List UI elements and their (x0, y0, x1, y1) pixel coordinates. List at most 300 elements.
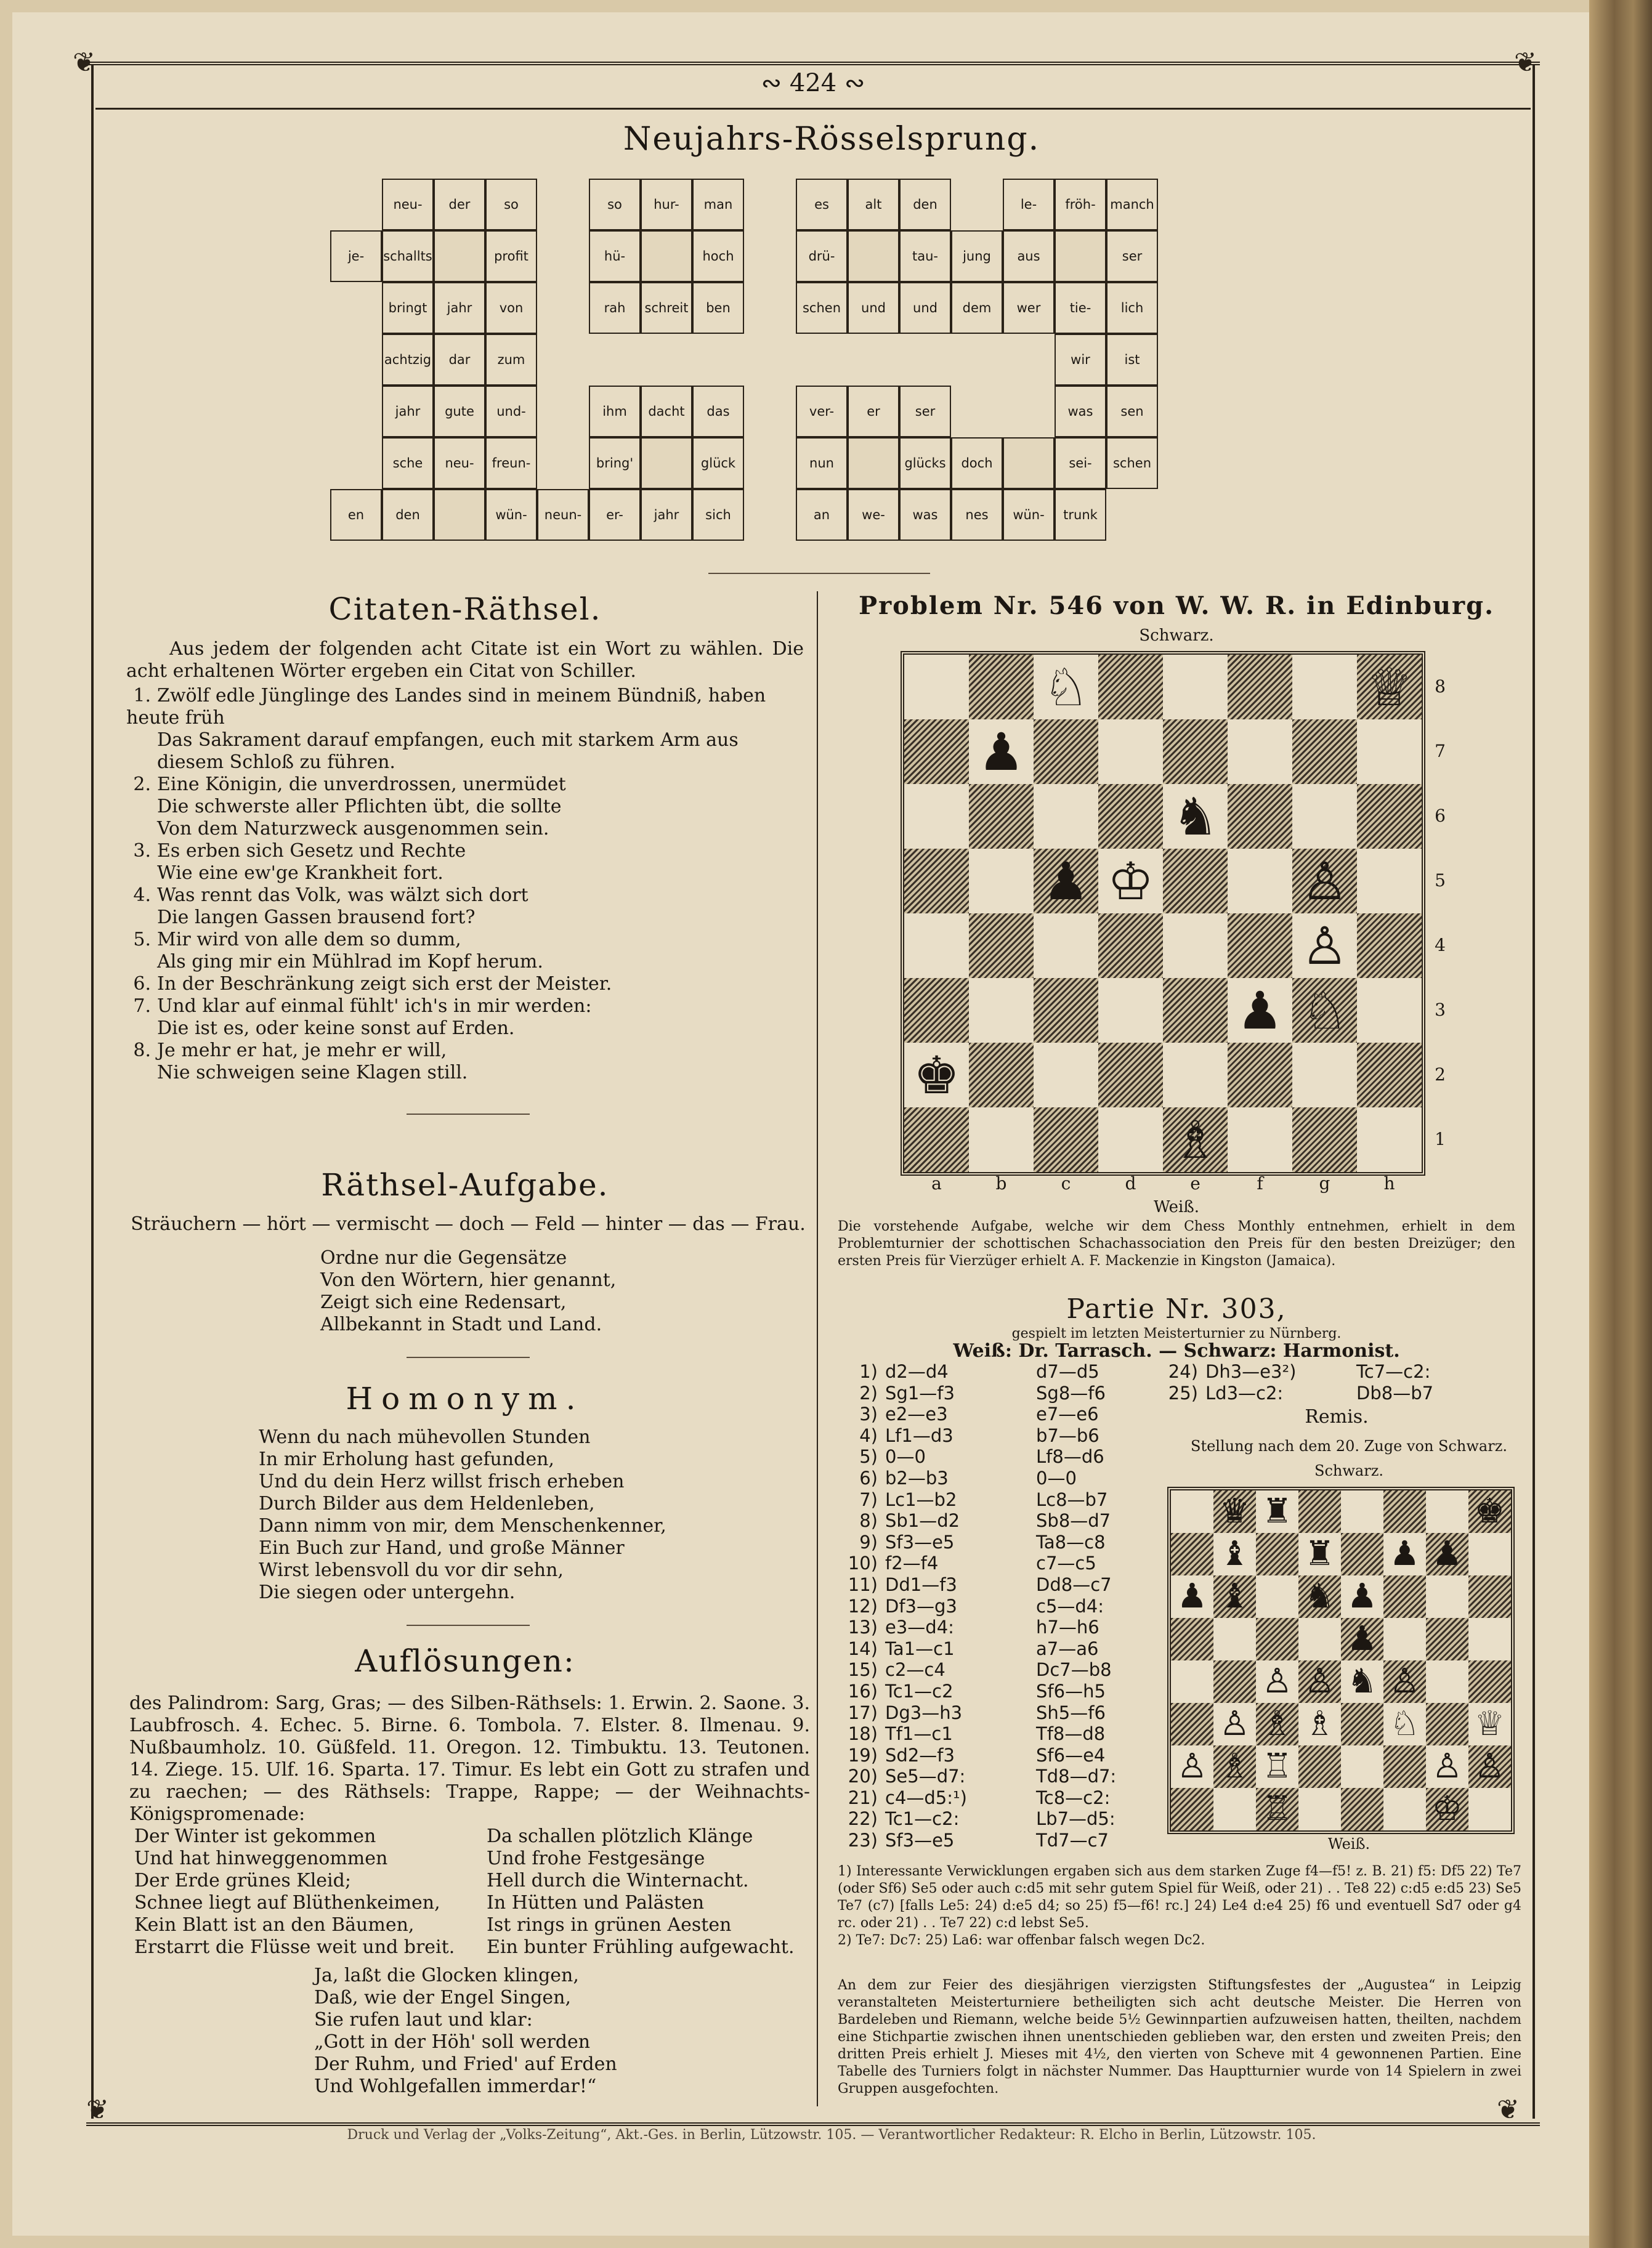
black-move: 0—0 (1036, 1467, 1077, 1489)
verse-line: Erstarrt die Flüsse weit und breit. (134, 1936, 455, 1958)
roesselsprung-blank-cell (848, 230, 899, 282)
citat-line (126, 907, 804, 929)
move-row (1155, 1361, 1480, 1383)
citat-text: Wie eine ew'ge Krankheit fort. (157, 862, 443, 884)
roesselsprung-blank-cell (1055, 230, 1106, 282)
move-row (835, 1830, 1159, 1851)
board-square (1171, 1490, 1213, 1533)
citat-line (126, 729, 804, 774)
problem-black-label: Schwarz. (1139, 626, 1214, 645)
divider (407, 1625, 530, 1626)
citat-line (126, 995, 804, 1017)
chess-piece-icon: ♗ (1219, 1746, 1250, 1786)
move-number: 13) (848, 1617, 878, 1638)
chess-piece-icon: ♙ (1389, 1661, 1420, 1701)
verse-line: Dann nimm von mir, dem Menschenkenner, (259, 1515, 666, 1537)
board-square (1034, 784, 1098, 849)
chess-piece-icon: ♟ (1389, 1534, 1420, 1574)
verse-line: Wenn du nach mühevollen Stunden (259, 1426, 591, 1448)
roesselsprung-cell: jahr (382, 386, 434, 437)
black-move: b7—b6 (1036, 1425, 1099, 1446)
column-rule (817, 591, 818, 2106)
roesselsprung-cell: hü- (589, 230, 641, 282)
chess-piece-icon: ♜ (1304, 1534, 1335, 1574)
citat-number: 8. (133, 1040, 151, 1061)
move-number: 24) (1168, 1361, 1198, 1382)
black-move: h7—h6 (1036, 1617, 1099, 1638)
board-square (1098, 1107, 1163, 1172)
citat-text: Die schwerste aller Pflichten übt, die sollte (157, 796, 562, 817)
roesselsprung-cell: en (330, 489, 382, 541)
board-square (1357, 784, 1422, 849)
verse-line: Von den Wörtern, hier genannt, (320, 1269, 617, 1291)
chess-piece-icon: ♝ (1219, 1576, 1250, 1616)
citat-line (126, 862, 804, 884)
roesselsprung-cell: man (692, 179, 744, 230)
problem-title: Problem Nr. 546 von W. W. R. in Edinburg. (859, 591, 1494, 620)
white-move: Tc1—c2 (885, 1680, 954, 1702)
roesselsprung-cell: doch (951, 437, 1003, 489)
board-square (1256, 1575, 1298, 1618)
roesselsprung-cell: bringt (382, 282, 434, 334)
verse-line: Der Erde grünes Kleid; (134, 1870, 351, 1891)
roesselsprung-cell: rah (589, 282, 641, 334)
verse-line: Sie rufen laut und klar: (314, 2009, 533, 2031)
board-square (1292, 1107, 1357, 1172)
board-square (1163, 978, 1228, 1043)
chess-piece-icon: ♘ (1301, 980, 1348, 1041)
roesselsprung-cell: es (796, 179, 848, 230)
verse-line: In mir Erholung hast gefunden, (259, 1449, 554, 1470)
board-square (1357, 913, 1422, 978)
rank-label: 3 (1435, 1000, 1446, 1020)
roesselsprung-cell: der (434, 179, 485, 230)
roesselsprung-cell: achtzig (382, 334, 434, 386)
board-square (1034, 913, 1098, 978)
rank-label: 8 (1435, 676, 1446, 697)
white-move: Sf3—e5 (885, 1531, 955, 1553)
board-square (1426, 1490, 1468, 1533)
move-row (835, 1808, 1159, 1830)
board-square (1357, 1043, 1422, 1107)
roesselsprung-cell: neu- (434, 437, 485, 489)
board-square (1341, 1703, 1383, 1745)
move-number: 20) (848, 1766, 878, 1787)
move-list-continued (1155, 1361, 1480, 1404)
roesselsprung-cell: den (899, 179, 951, 230)
citat-text: Was rennt das Volk, was wälzt sich dort (157, 884, 528, 906)
roesselsprung-cell: wer (1003, 282, 1055, 334)
partie-footnotes (838, 1863, 1521, 1949)
black-move: Sh5—f6 (1036, 1702, 1106, 1723)
board-square (1468, 1660, 1511, 1703)
move-row (835, 1383, 1159, 1404)
black-move: Td7—c7 (1036, 1830, 1109, 1851)
homonym-verse (259, 1426, 813, 1604)
black-move: Lf8—d6 (1036, 1446, 1104, 1468)
move-row (835, 1404, 1159, 1425)
corner-ornament-icon: ❦ (73, 47, 95, 78)
citat-number: 4. (133, 884, 151, 906)
roesselsprung-cell: und- (485, 386, 537, 437)
white-move: Lf1—d3 (885, 1425, 954, 1446)
board-square (1098, 719, 1163, 784)
roesselsprung-cell: neu- (382, 179, 434, 230)
white-move: e3—d4: (885, 1617, 954, 1638)
roesselsprung-cell: nun (796, 437, 848, 489)
verse-line: Und Wohlgefallen immerdar!“ (314, 2076, 597, 2097)
roesselsprung-cell: lich (1106, 282, 1158, 334)
verse-line: Kein Blatt ist an den Bäumen, (134, 1914, 415, 1936)
move-row (835, 1489, 1159, 1511)
verse-line: Und hat hinweggenommen (134, 1848, 388, 1869)
board-square (1357, 1107, 1422, 1172)
move-row (835, 1468, 1159, 1489)
board-square (1163, 655, 1228, 719)
roesselsprung-cell: jahr (434, 282, 485, 334)
citat-text: Die langen Gassen brausend fort? (157, 907, 476, 928)
chess-piece-icon: ♜ (1261, 1491, 1293, 1531)
roesselsprung-cell: ser (1106, 230, 1158, 282)
board-square (1426, 1575, 1468, 1618)
board-square (1357, 719, 1422, 784)
chess-piece-icon: ♙ (1474, 1746, 1505, 1786)
citat-text: Mir wird von alle dem so dumm, (157, 929, 461, 950)
rank-label: 1 (1435, 1129, 1446, 1149)
citat-text: Zwölf edle Jünglinge des Landes sind in meinem Bündniß, haben heute früh (126, 685, 766, 729)
citat-line (126, 1062, 804, 1084)
board-square (1171, 1533, 1213, 1575)
roesselsprung-cell: le- (1003, 179, 1055, 230)
board-square (1292, 1043, 1357, 1107)
board-square (1098, 913, 1163, 978)
chess-board-problem (901, 651, 1425, 1176)
board-square (1034, 1043, 1098, 1107)
white-move: Se5—d7: (885, 1766, 966, 1787)
black-move: Sf6—h5 (1036, 1680, 1106, 1702)
roesselsprung-blank-cell (434, 230, 485, 282)
board-square (1383, 1490, 1426, 1533)
move-number: 19) (848, 1744, 878, 1766)
move-number: 22) (848, 1808, 878, 1830)
board-square (969, 1107, 1034, 1172)
move-row (835, 1532, 1159, 1553)
board-square (904, 655, 969, 719)
move-row (835, 1638, 1159, 1660)
citat-number: 7. (133, 995, 151, 1017)
board-square (904, 849, 969, 913)
roesselsprung-cell: hur- (641, 179, 692, 230)
citaten-section (126, 638, 804, 1084)
homonym-title: Homonym. (346, 1381, 585, 1417)
board-square (1213, 1660, 1256, 1703)
file-label: d (1125, 1173, 1136, 1194)
citat-line (126, 685, 804, 729)
move-number: 16) (848, 1680, 878, 1702)
roesselsprung-cell: hoch (692, 230, 744, 282)
white-move: c2—c4 (885, 1659, 945, 1681)
board-square (904, 913, 969, 978)
black-move: c7—c5 (1036, 1553, 1096, 1574)
move-row (835, 1510, 1159, 1532)
aufloesungen-text: des Palindrom: Sarg, Gras; — des Silben-Räthsels: 1. Erwin. 2. Saone. 3. Laubfrosch. 4. Echec. 5. Birne. 6. Tombola. 7. Elster. 8. Ilmenau. 9. Nußbaumholz. 10. Güßfeld. 11. Oregon. 12. Timbuktu. 13. Teutonen. 14. Ziege. 15. Ulf. 16. Sparta. 17. Timur. Es lebt ein Gott zu strafen und zu raechen; — des Räthsels: Trappe, Rappe; — der Weihnachts-Königspromenade: (129, 1692, 810, 1825)
board-square (969, 784, 1034, 849)
aufgabe-title: Räthsel-Aufgabe. (321, 1167, 609, 1203)
board-square (1341, 1533, 1383, 1575)
partie-note: An dem zur Feier des diesjährigen vierzigsten Stiftungsfestes der „Augustea“ in Leipzig veranstalteten Meisterturniere betheiligten sich acht deutsche Meister. Die Herren von Bardeleben und Riemann, welche beide 5½ Gewinnpartien aufzuweisen hatten, theilten, nachdem eine Stichpartie zwischen ihnen unentschieden geblieben war, den ersten und zweiten Preis; den dritten Preis erhielt J. Mieses mit 4½, den vierten von Scheve mit 4 gewonnenen Partien. Eine Tabelle des Turniers folgt in nächster Nummer. Das Hauptturnier wurde von 14 Spielern in zwei Gruppen ausgefochten. (838, 1978, 1521, 2096)
chess-piece-icon: ♙ (1301, 915, 1348, 976)
chess-piece-icon: ♗ (1261, 1704, 1293, 1744)
verse-line: Und du dein Herz willst frisch erheben (259, 1471, 625, 1492)
roesselsprung-cell: schreit (641, 282, 692, 334)
board-square (1228, 1107, 1292, 1172)
move-row (835, 1766, 1159, 1787)
move-row (835, 1617, 1159, 1638)
board-square (1098, 1043, 1163, 1107)
board-square (1171, 1660, 1213, 1703)
move-number: 21) (848, 1787, 878, 1808)
verse-line: Da schallen plötzlich Klänge (487, 1825, 753, 1847)
black-move: Td8—d7: (1036, 1766, 1117, 1787)
verse-line: Und frohe Festgesänge (487, 1848, 705, 1869)
white-move: Tf1—c1 (885, 1723, 953, 1745)
roesselsprung-cell: wün- (485, 489, 537, 541)
board-square (1341, 1490, 1383, 1533)
board-square (904, 784, 969, 849)
citat-line (126, 796, 804, 818)
white-move: Dg3—h3 (885, 1702, 963, 1723)
board-square (1468, 1618, 1511, 1660)
move-row (835, 1425, 1159, 1447)
aufgabe-words: Sträuchern — hört — vermischt — doch — Feld — hinter — das — Frau. (131, 1213, 806, 1235)
file-label: f (1257, 1173, 1263, 1194)
citat-number: 5. (133, 929, 151, 950)
chess-piece-icon: ♗ (1172, 1109, 1219, 1170)
roesselsprung-cell: bring' (589, 437, 641, 489)
roesselsprung-cell: den (382, 489, 434, 541)
board-square (1468, 1788, 1511, 1830)
board-square (1034, 719, 1098, 784)
file-label: a (931, 1173, 942, 1194)
board-square (1213, 1788, 1256, 1830)
white-move: Dh3—e3²) (1205, 1361, 1297, 1382)
move-number: 2) (859, 1382, 878, 1404)
chess-piece-icon: ♔ (1431, 1789, 1463, 1829)
chess-piece-icon: ♞ (1346, 1661, 1378, 1701)
board-square (1292, 784, 1357, 849)
black-move: Lc8—b7 (1036, 1489, 1108, 1510)
partie-players: Weiß: Dr. Tarrasch. — Schwarz: Harmonist. (953, 1340, 1400, 1362)
black-move: Tc7—c2: (1356, 1361, 1431, 1382)
roesselsprung-cell: trunk (1055, 489, 1106, 541)
partie-title: Partie Nr. 303, (1066, 1293, 1287, 1325)
roesselsprung-cell: an (796, 489, 848, 541)
board-square (1383, 1745, 1426, 1788)
board-square (1228, 1043, 1292, 1107)
board-square (1228, 655, 1292, 719)
board-square (1098, 978, 1163, 1043)
citat-number: 2. (133, 774, 151, 795)
move-number: 23) (848, 1830, 878, 1851)
roesselsprung-cell: was (1055, 386, 1106, 437)
board-square (1163, 1043, 1228, 1107)
footnote: 2) Te7: Dc7: 25) La6: war offenbar falsch wegen Dc2. (838, 1933, 1205, 1948)
roesselsprung-cell: we- (848, 489, 899, 541)
verse-line: „Gott in der Höh' soll werden (314, 2031, 591, 2053)
move-number: 15) (848, 1659, 878, 1681)
board-square (1468, 1575, 1511, 1618)
roesselsprung-cell: gute (434, 386, 485, 437)
roesselsprung-cell: ben (692, 282, 744, 334)
board-square (969, 849, 1034, 913)
board-square (1357, 849, 1422, 913)
chess-piece-icon: ♛ (1219, 1491, 1250, 1531)
divider (407, 1114, 530, 1115)
imprint-footer: Druck und Verlag der „Volks-Zeitung“, Akt.-Ges. in Berlin, Lützowstr. 105. — Verantwortlicher Redakteur: R. Elcho in Berlin, Lützowstr. 105. (347, 2127, 1316, 2143)
white-move: c4—d5:¹) (885, 1787, 967, 1808)
roesselsprung-cell: schallts (382, 230, 434, 282)
aufloesungen-title: Auflösungen: (355, 1643, 575, 1679)
board-square (1098, 655, 1163, 719)
move-row (835, 1659, 1159, 1681)
chess-piece-icon: ♟ (1346, 1619, 1378, 1659)
roesselsprung-cell: jung (951, 230, 1003, 282)
verse-line: Schnee liegt auf Blüthenkeimen, (134, 1892, 440, 1914)
roesselsprung-blank-cell (848, 437, 899, 489)
board-square (1034, 978, 1098, 1043)
roesselsprung-cell: aus (1003, 230, 1055, 282)
roesselsprung-cell: glücks (899, 437, 951, 489)
black-move: d7—d5 (1036, 1361, 1099, 1382)
partie-subtitle: gespielt im letzten Meisterturnier zu Nürnberg. (1011, 1326, 1342, 1341)
white-move: Sf3—e5 (885, 1830, 955, 1851)
board-square (1171, 1703, 1213, 1745)
white-move: Ta1—c1 (885, 1638, 955, 1659)
board-square (1171, 1788, 1213, 1830)
board-square (969, 978, 1034, 1043)
white-move: e2—e3 (885, 1404, 948, 1425)
roesselsprung-cell: und (899, 282, 951, 334)
citat-number: 1. (133, 685, 151, 706)
file-label: h (1383, 1173, 1395, 1194)
roesselsprung-cell: nes (951, 489, 1003, 541)
roesselsprung-cell: dacht (641, 386, 692, 437)
move-number: 5) (859, 1446, 878, 1468)
citat-line (126, 818, 804, 840)
verse-line: Zeigt sich eine Redensart, (320, 1292, 567, 1313)
roesselsprung-cell: ihm (589, 386, 641, 437)
roesselsprung-blank-cell (641, 230, 692, 282)
citat-line (126, 1017, 804, 1040)
roesselsprung-cell: zum (485, 334, 537, 386)
chess-piece-icon: ♟ (1431, 1534, 1463, 1574)
chess-piece-icon: ♙ (1301, 851, 1348, 912)
white-move: f2—f4 (885, 1553, 939, 1574)
white-move: Ld3—c2: (1205, 1382, 1284, 1404)
board-square (1298, 1490, 1341, 1533)
citat-line (126, 840, 804, 862)
citat-line (126, 929, 804, 951)
board-square (1298, 1618, 1341, 1660)
move-number: 10) (848, 1553, 878, 1574)
roesselsprung-cell: sei- (1055, 437, 1106, 489)
file-label: b (995, 1173, 1007, 1194)
roesselsprung-blank-cell (434, 489, 485, 541)
move-number: 8) (859, 1510, 878, 1532)
move-row (835, 1745, 1159, 1766)
board-square (1426, 1618, 1468, 1660)
roesselsprung-cell: je- (330, 230, 382, 282)
white-move: Dd1—f3 (885, 1574, 957, 1595)
board-square (1228, 849, 1292, 913)
white-move: Lc1—b2 (885, 1489, 957, 1510)
verse-line: Ordne nur die Gegensätze (320, 1247, 567, 1269)
board-square (1098, 784, 1163, 849)
verse-line: Der Winter ist gekommen (134, 1825, 376, 1847)
move-number: 9) (859, 1531, 878, 1553)
verse-line: Ein Buch zur Hand, und große Männer (259, 1537, 625, 1559)
verse-line: Daß, wie der Engel Singen, (314, 1987, 572, 2008)
aufloesungen-verse-end (314, 1965, 782, 2098)
move-number: 17) (848, 1702, 878, 1723)
board-square (1228, 719, 1292, 784)
chess-piece-icon: ♕ (1474, 1704, 1505, 1744)
chess-piece-icon: ♟ (1236, 980, 1284, 1041)
file-label: g (1319, 1173, 1330, 1194)
roesselsprung-cell: sen (1106, 386, 1158, 437)
file-label: c (1061, 1173, 1071, 1194)
move-row (1155, 1383, 1480, 1404)
black-move: Tf8—d8 (1036, 1723, 1106, 1745)
roesselsprung-cell: fröh- (1055, 179, 1106, 230)
board-square (1298, 1745, 1341, 1788)
black-move: Ta8—c8 (1036, 1531, 1106, 1553)
citat-line (126, 1040, 804, 1062)
move-number: 12) (848, 1595, 878, 1617)
roesselsprung-cell: schen (796, 282, 848, 334)
move-number: 18) (848, 1723, 878, 1745)
move-row (835, 1446, 1159, 1468)
flourish-icon: ∾ (761, 69, 790, 97)
citat-line (126, 951, 804, 973)
footnote: 1) Interessante Verwicklungen ergaben sich aus dem starken Zuge f4—f5! z. B. 21) f5: Df5 22) Te7 (oder Sf6) Se5 oder auch c:d5 mit sehr gutem Spiel für Weiß, oder 21) . . Te8 22) c:d5 e:d5 23) Se5 Te7 (c7) [falls Le5: 24) d:e5 d4; so 25) f5—f6! rc.] 24) Le4 d:e4 25) f6 und eventuell Sd7 oder g4 rc. oder 21) . . Te7 22) c:d lebst Se5. (838, 1864, 1521, 1931)
citaten-intro: Aus jedem der folgenden acht Citate ist ein Wort zu wählen. Die acht erhaltenen Wörter ergeben ein Citat von Schiller. (126, 638, 804, 682)
chess-board-position (1167, 1487, 1515, 1834)
position-white-label: Weiß. (1327, 1835, 1371, 1853)
black-move: a7—a6 (1036, 1638, 1099, 1659)
partie-result: Remis. (1305, 1406, 1369, 1428)
roesselsprung-cell: tau- (899, 230, 951, 282)
verse-line: Die siegen oder untergehn. (259, 1582, 516, 1603)
chess-piece-icon: ♟ (1346, 1576, 1378, 1616)
roesselsprung-cell: ser (899, 386, 951, 437)
roesselsprung-cell: er (848, 386, 899, 437)
board-square (969, 1043, 1034, 1107)
board-square (904, 1107, 969, 1172)
chess-piece-icon: ♞ (1304, 1576, 1335, 1616)
verse-line: Wirst lebensvoll du vor dir sehn, (259, 1559, 564, 1581)
citat-text: Und klar auf einmal fühlt' ich's in mir werden: (157, 995, 592, 1017)
white-move: b2—b3 (885, 1467, 949, 1489)
roesselsprung-cell: profit (485, 230, 537, 282)
move-number: 7) (859, 1489, 878, 1510)
problem-note: Die vorstehende Aufgabe, welche wir dem Chess Monthly entnehmen, erhielt in dem Problemturnier der schottischen Schachassociation den Preis für den besten Dreizüger; den ersten Preis für Vierzüger erhielt A. F. Mackenzie in Kingston (Jamaica). (838, 1219, 1515, 1269)
rank-label: 2 (1435, 1064, 1446, 1085)
board-square (1298, 1788, 1341, 1830)
roesselsprung-cell: dar (434, 334, 485, 386)
black-move: Dc7—b8 (1036, 1659, 1112, 1681)
black-move: Dd8—c7 (1036, 1574, 1112, 1595)
